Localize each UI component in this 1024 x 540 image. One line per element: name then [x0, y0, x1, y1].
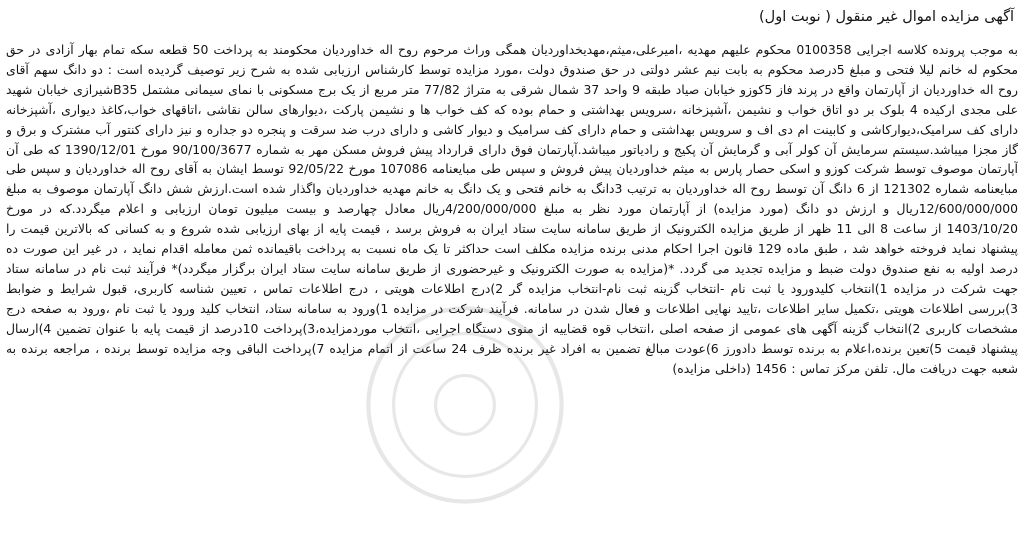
notice-title: آگهی مزایده اموال غیر منقول ( نوبت اول): [759, 9, 1014, 25]
notice-body: به موجب پرونده کلاسه اجرایی 0100358 محکوم علیهم مهدیه ،امیرعلی،میثم،مهدیخداوردیان همگی وراث مرحوم روح اله خداوردیان محکومند به پرداخت 50 قطعه سکه تمام بهار آزادی در حق محکوم له خانم لیلا فتحی و مبلغ 5درصد محکوم به بابت نیم عشر دولتی در حق صندوق دولت ،مورد مزایده توسط کارشناس ارزیابی شده به شرح زیر توصیف گردیده است : دو دانگ سهم آقای روح اله خداوردیان از آپارتمان واقع در پرند فاز 5کوزو خیابان صیاد طبقه 9 واحد 37 شمال شرقی به متراژ 77/82 متر مربع از یک برج مسکونی با نمای سیمانی مشتمل B35شیرازی خیابان شهید علی مجدی ارکیده 4 بلوک بر دو اتاق خواب و نشیمن ،آشپزخانه ،سرویس بهداشتی و حمام بوده که کف خواب ها و نشیمن پارکت ،دیوارهای سالن نقاشی ،اتاقهای خواب،کاغذ دیواری ،آشپزخانه دارای کف سرامیک،دیوارکاشی و کابینت ام دی اف و سرویس بهداشتی و حمام دارای کف سرامیک و دیوار کاشی و دارای درب ضد سرقت و پنجره دو جداره و نیز دارای کنتور آب مشترک و برق و گاز مجزا میباشد.سیستم سرمایش آن کولر آبی و گرمایش آن پکیج و رادیاتور میباشد.آپارتمان فوق دارای قرارداد پیش فروش مسکن مهر به شماره 90/100/3677 مورخ 1390/12/01 که طی آن آپارتمان موصوف توسط شرکت کوزو و اسکی حصار پارس به میثم خداوردیان پیش فروش و سپس طی مبایعنامه 107086 مورخ 92/05/22 توسط ایشان به آقای روح اله خداوردیان و سپس طی مبایعنامه شماره 121302 از 6 دانگ آن توسط روح اله خداوردیان به ترتیب 3دانگ به خانم فتحی و یک دانگ به خانم مهدیه خداوردیان واگذار شده است.ارزش شش دانگ آپارتمان موصوف به مبلغ 12/600/000/000ریال و ارزش دو دانگ (مورد مزایده) از آپارتمان مورد نظر به مبلغ 4/200/000/000ریال معادل چهارصد و بیست میلیون تومان ارزیابی و اعلام میگردد.که در مورخ 1403/10/20 از ساعت 8 الی 11 ظهر از طریق مزایده الکترونیک از طریق سامانه سایت ستاد ایران به فروش برسد ، قیمت پایه از بهای ارزیابی شده شروع و به کسانی که بالاترین قیمت را پیشنهاد نماید فروخته خواهد شد ، طبق ماده 129 قانون اجرا احکام مدنی برنده مزایده مکلف است حداکثر تا یک ماه نسبت به پرداخت باقیمانده ثمن معامله اقدام نماید ، در غیر این صورت ده درصد اولیه به نفع صندوق دولت ضبط و مزایده تجدید می گردد. *(مزایده به صورت الکترونیک و غیرحضوری از طریق سامانه سایت ستاد ایران برگزار میگردد)* فرآیند ثبت نام در سامانه ستاد جهت شرکت در مزایده 1)انتخاب کلیدورود یا ثبت نام -انتخاب گزینه ثبت نام-انتخاب مزایده گر 2)درج اطلاعات هویتی ، درج اطلاعات تماس ، تعیین شناسه کاربری، قبول شرایط و ضوابط 3)بررسی اطلاعات هویتی ،تکمیل سایر اطلاعات ،تایید نهایی اطلاعات و فعال شدن در سامانه. فرآیند شرکت در مزایده 1)ورود به سامانه ستاد، انتخاب کلید ورود یا ثبت نام ،ورود به صفحه درج مشخصات کاربری 2)انتخاب گزینه آگهی های عمومی از صفحه اصلی ،انتخاب قوه قضاییه از منوی دستگاه اجرایی ،انتخاب موردمزایده،3)پرداخت 10درصد از قیمت پایه با عنوان تضمین 4)ارسال پیشنهاد قیمت 5)تعین برنده،اعلام به برنده توسط دادورز 6)عودت مبالغ تضمین به افراد غیر برنده ظرف 24 ساعت از اتمام مزایده 7)پرداخت الباقی وجه مزایده توسط برنده ، مراجعه برنده به شعبه جهت دریافت مال. تلفن مرکز تماس : 1456 (داخلی مزایده): [6, 42, 1018, 376]
